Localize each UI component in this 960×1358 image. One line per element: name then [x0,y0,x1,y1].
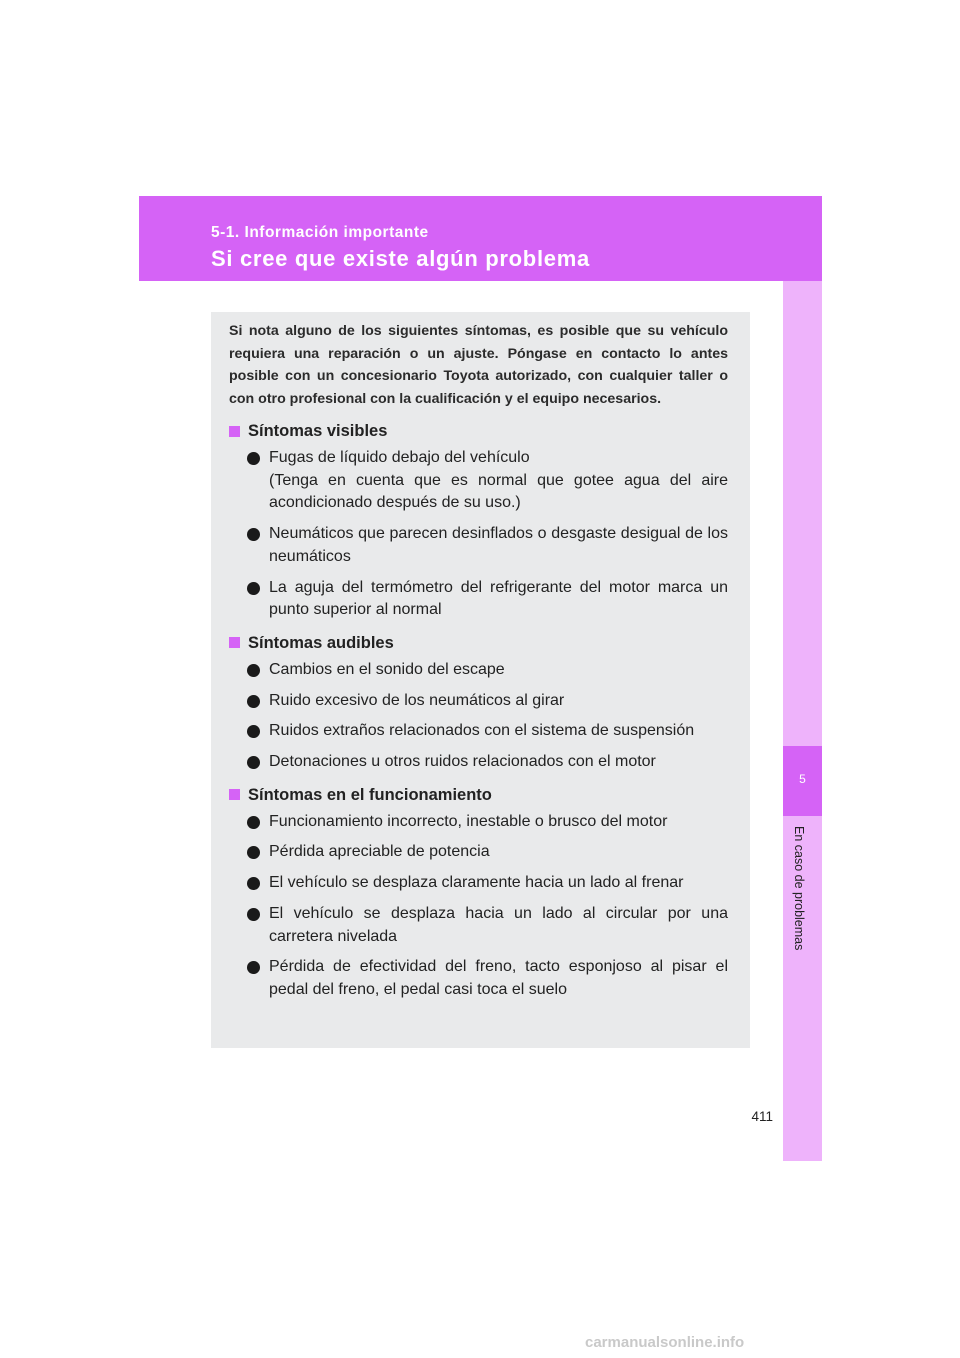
circle-bullet-icon [247,528,260,541]
list-item-text: El vehículo se desplaza hacia un lado al circular por una carretera nivelada [269,904,728,945]
section-heading [229,783,728,807]
list-item-text: Neumáticos que parecen desinflados o desgaste desigual de los neumáticos [269,525,728,565]
list-item [247,872,728,895]
circle-bullet-icon [247,816,260,829]
section-label: 5-1. Información importante [211,224,429,241]
list-item [247,659,728,682]
section-visible-symptoms [229,419,728,622]
list-item [247,577,728,622]
list-item [247,903,728,948]
list-item-text: Pérdida de efectividad del freno, tacto esponjoso al pisar el pedal del freno, el pedal casi toca el suelo [269,958,728,998]
section-heading-text: Síntomas visibles [248,422,388,440]
list-item [247,956,728,1001]
list-item [247,811,728,834]
list-item [247,720,728,743]
chapter-title: En caso de problemas [792,826,806,951]
section-audible-symptoms [229,631,728,774]
section-heading-text: Síntomas en el funcionamiento [248,785,492,804]
chapter-tab[interactable] [783,746,822,816]
circle-bullet-icon [247,582,260,595]
section-operation-symptoms [229,783,728,1002]
list-item-main: Fugas de líquido debajo del vehículo [269,449,530,466]
content-box [211,312,750,1048]
square-bullet-icon [229,637,240,648]
watermark: carmanualsonline.info [585,1334,745,1351]
circle-bullet-icon [247,908,260,921]
chapter-number: 5 [799,772,806,786]
list-item-text: Ruidos extraños relacionados con el sistema de suspensión [269,722,695,740]
intro-paragraph: Si nota alguno de los siguientes síntomas, es posible que su vehículo requiera una reparación o un ajuste. Póngase en contacto lo antes posible con un concesionario Toyota autorizado, con cualquier taller o con otro profesional con la cualificación y el equipo necesarios. [229,323,728,407]
list-item [247,523,728,568]
side-tab-strip [783,281,822,1161]
list-item-text: Funcionamiento incorrecto, inestable o brusco del motor [269,812,668,830]
list-item [247,447,728,515]
square-bullet-icon [229,426,240,437]
list-item [247,690,728,713]
circle-bullet-icon [247,846,260,859]
section-heading [229,631,728,655]
list-item-text: La aguja del termómetro del refrigerante del motor marca un punto superior al normal [269,578,728,619]
list-item-text: El vehículo se desplaza claramente hacia un lado al frenar [269,874,684,892]
header-band [139,196,822,281]
circle-bullet-icon [247,961,260,974]
page-title: Si cree que existe algún problema [211,246,590,271]
section-heading-text: Síntomas audibles [248,633,394,652]
square-bullet-icon [229,789,240,800]
list-item-text: Detonaciones u otros ruidos relacionados con el motor [269,753,656,771]
list-item-text: Ruido excesivo de los neumáticos al girar [269,691,565,709]
circle-bullet-icon [247,695,260,708]
section-heading [229,419,728,443]
list-item-note: (Tenga en cuenta que es normal que gotee agua del aire acondicionado después de su uso.) [269,471,728,512]
circle-bullet-icon [247,756,260,769]
list-item-text: Cambios en el sonido del escape [269,660,505,678]
circle-bullet-icon [247,877,260,890]
list-item [247,751,728,774]
circle-bullet-icon [247,664,260,677]
list-item-text: Pérdida apreciable de potencia [269,843,490,861]
circle-bullet-icon [247,452,260,465]
page-number: 411 [751,1109,773,1124]
list-item-text [269,447,728,515]
list-item [247,841,728,864]
circle-bullet-icon [247,725,260,738]
